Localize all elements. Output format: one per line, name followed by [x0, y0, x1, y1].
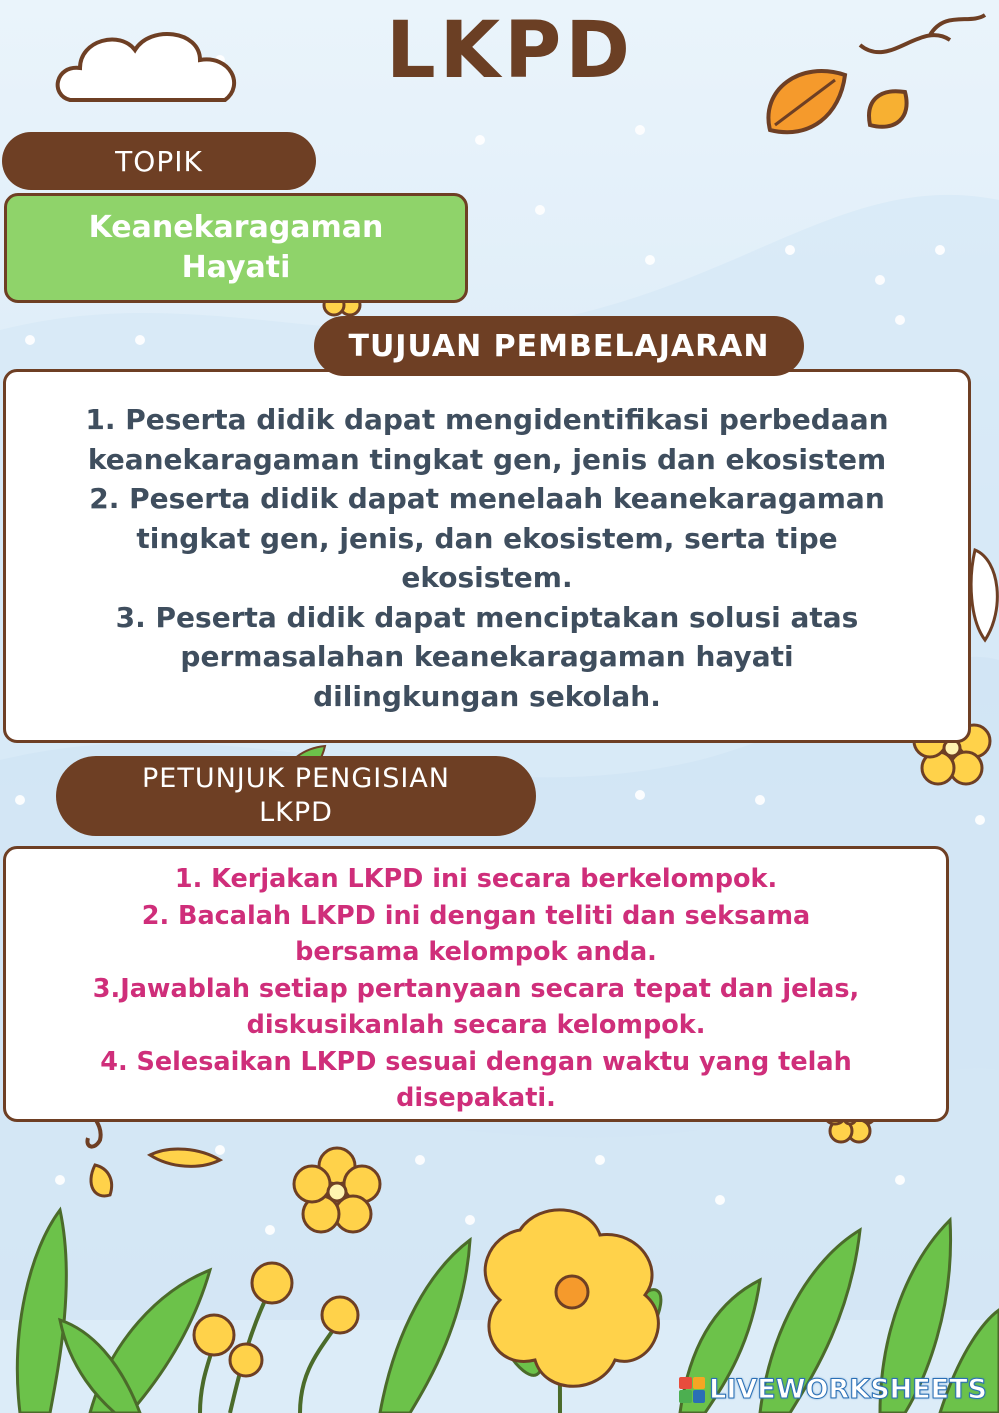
leaf-icon — [768, 15, 985, 132]
petunjuk-label-line: PETUNJUK PENGISIAN — [142, 763, 450, 794]
topik-value-box — [4, 193, 468, 303]
petunjuk-line: 3.Jawablah setiap pertanyaan secara tepat dan jelas, — [92, 973, 860, 1004]
petunjuk-line: 2. Bacalah LKPD ini dengan teliti dan seksama — [141, 900, 811, 931]
tujuan-line: tingkat gen, jenis, dan ekosistem, serta tipe — [136, 521, 838, 555]
petunjuk-label-line: LKPD — [259, 797, 333, 828]
topik-label: TOPIK — [2, 132, 316, 190]
petunjuk-line: diskusikanlah secara kelompok. — [246, 1010, 706, 1040]
tujuan-line: ekosistem. — [401, 561, 573, 594]
liveworksheets-watermark[interactable] — [679, 1374, 987, 1405]
tujuan-line: dilingkungan sekolah. — [313, 679, 661, 713]
tujuan-line: keanekaragaman tingkat gen, jenis dan ekosistem — [87, 442, 887, 476]
tujuan-line: 2. Peserta didik dapat menelaah keanekaragaman — [89, 482, 885, 515]
tujuan-line: permasalahan keanekaragaman hayati — [180, 640, 794, 673]
cloud-icon — [58, 34, 234, 100]
petunjuk-label — [56, 756, 536, 836]
petunjuk-line: disepakati. — [396, 1083, 556, 1113]
petunjuk-line: bersama kelompok anda. — [295, 937, 657, 967]
topik-value-line: Keanekaragaman — [88, 209, 384, 245]
petunjuk-box — [3, 846, 949, 1122]
petunjuk-line: 4. Selesaikan LKPD sesuai dengan waktu yang telah — [100, 1046, 852, 1077]
topik-value-line: Hayati — [181, 250, 291, 285]
page-title: LKPD — [385, 6, 635, 96]
watermark-text: LIVEWORKSHEETS — [709, 1374, 987, 1405]
petunjuk-line: 1. Kerjakan LKPD ini secara berkelompok. — [174, 864, 778, 894]
tujuan-box — [3, 369, 971, 743]
tujuan-label: TUJUAN PEMBELAJARAN — [314, 316, 804, 376]
liveworksheets-logo-icon — [679, 1377, 705, 1403]
tujuan-line: 1. Peserta didik dapat mengidentifikasi perbedaan — [85, 403, 889, 436]
tujuan-line: 3. Peserta didik dapat menciptakan solusi atas — [115, 600, 859, 634]
